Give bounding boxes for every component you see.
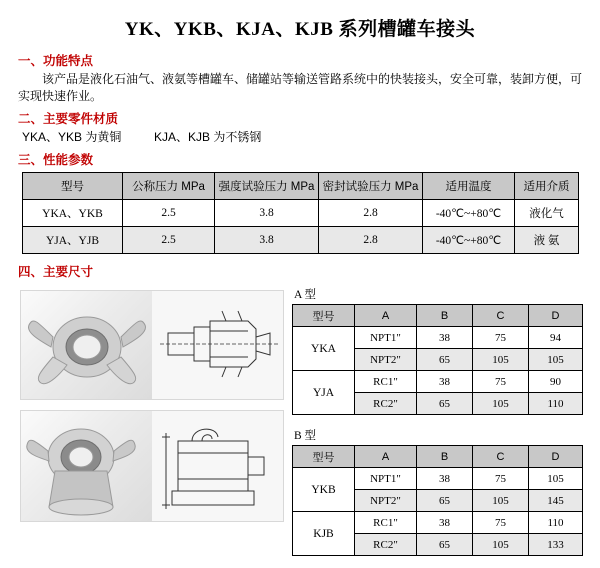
col-header: 适用温度 xyxy=(423,173,515,200)
table-row xyxy=(293,327,583,349)
cell-medium: 液 氨 xyxy=(515,227,579,254)
table-row xyxy=(293,468,583,490)
col-header: D xyxy=(529,305,583,327)
cell-a: NPT1" xyxy=(355,327,417,349)
cell-model: YKB xyxy=(293,468,355,512)
cell-a: RC1" xyxy=(355,371,417,393)
col-header: D xyxy=(529,446,583,468)
dimension-table-a xyxy=(292,304,583,415)
cell-b: 65 xyxy=(417,393,473,415)
cell-c: 75 xyxy=(473,371,529,393)
cell-seal-test: 2.8 xyxy=(319,227,423,254)
feature-paragraph: 该产品是液化石油气、液氨等槽罐车、储罐站等输送管路系统中的快装接头，安全可靠，装卸方便，可实现快速作业。 xyxy=(18,72,583,103)
material-left-text: YKA、YKB 为黄铜 xyxy=(22,130,122,144)
cell-b: 38 xyxy=(417,371,473,393)
drawing-coupling-b xyxy=(152,411,283,521)
coupling-photo-a-graphic xyxy=(21,291,152,399)
col-header: C xyxy=(473,305,529,327)
product-image-b xyxy=(20,410,284,522)
cell-b: 65 xyxy=(417,490,473,512)
performance-table xyxy=(22,172,579,254)
coupling-photo-b-graphic xyxy=(21,411,152,521)
table-row xyxy=(293,371,583,393)
col-header: 密封试验压力 MPa xyxy=(319,173,423,200)
col-header: C xyxy=(473,446,529,468)
cell-strength-test: 3.8 xyxy=(215,200,319,227)
cell-a: NPT1" xyxy=(355,468,417,490)
cell-c: 105 xyxy=(473,534,529,556)
cell-model: YKA、YKB xyxy=(23,200,123,227)
cell-model: YKA xyxy=(293,327,355,371)
cell-c: 75 xyxy=(473,512,529,534)
cell-temperature: -40℃~+80℃ xyxy=(423,200,515,227)
product-image-column xyxy=(20,290,282,532)
cell-a: NPT2" xyxy=(355,349,417,371)
cell-c: 105 xyxy=(473,349,529,371)
section-heading-performance: 三、性能参数 xyxy=(18,153,94,167)
cell-b: 38 xyxy=(417,468,473,490)
section-heading-features: 一、功能特点 xyxy=(18,54,94,68)
cell-c: 105 xyxy=(473,490,529,512)
cell-strength-test: 3.8 xyxy=(215,227,319,254)
col-header: B xyxy=(417,305,473,327)
cell-d: 90 xyxy=(529,371,583,393)
cell-nominal-pressure: 2.5 xyxy=(123,227,215,254)
cell-a: RC2" xyxy=(355,534,417,556)
cell-model: KJB xyxy=(293,512,355,556)
dim-table-label-a: A 型 xyxy=(294,289,317,301)
cell-b: 65 xyxy=(417,349,473,371)
table-header-row xyxy=(23,173,579,200)
col-header: 型号 xyxy=(293,446,355,468)
cell-c: 105 xyxy=(473,393,529,415)
cell-d: 110 xyxy=(529,512,583,534)
cell-b: 38 xyxy=(417,327,473,349)
col-header: 型号 xyxy=(293,305,355,327)
cell-d: 94 xyxy=(529,327,583,349)
cell-b: 38 xyxy=(417,512,473,534)
cell-d: 145 xyxy=(529,490,583,512)
table-row xyxy=(23,200,579,227)
dim-table-label-b: B 型 xyxy=(294,430,317,442)
material-right-text: KJA、KJB 为不锈钢 xyxy=(154,130,262,144)
cell-c: 75 xyxy=(473,327,529,349)
product-image-a xyxy=(20,290,284,400)
coupling-drawing-a-graphic xyxy=(152,291,283,399)
photo-coupling-b xyxy=(21,411,152,521)
material-line xyxy=(22,129,584,146)
table-header-row xyxy=(293,446,583,468)
cell-a: NPT2" xyxy=(355,490,417,512)
cell-medium: 液化气 xyxy=(515,200,579,227)
photo-coupling-a xyxy=(21,291,152,399)
cell-nominal-pressure: 2.5 xyxy=(123,200,215,227)
section-heading-materials: 二、主要零件材质 xyxy=(18,112,119,126)
page-title: YK、YKB、KJA、KJB 系列槽罐车接头 xyxy=(124,19,476,40)
col-header: 适用介质 xyxy=(515,173,579,200)
cell-model: YJA、YJB xyxy=(23,227,123,254)
cell-c: 75 xyxy=(473,468,529,490)
col-header: B xyxy=(417,446,473,468)
drawing-coupling-a xyxy=(152,291,283,399)
col-header: A xyxy=(355,305,417,327)
dimension-table-b xyxy=(292,445,583,556)
cell-d: 133 xyxy=(529,534,583,556)
cell-temperature: -40℃~+80℃ xyxy=(423,227,515,254)
table-header-row xyxy=(293,305,583,327)
col-header: A xyxy=(355,446,417,468)
dimension-tables-column xyxy=(292,286,584,568)
cell-seal-test: 2.8 xyxy=(319,200,423,227)
table-row xyxy=(23,227,579,254)
col-header: 强度试验压力 MPa xyxy=(215,173,319,200)
cell-model: YJA xyxy=(293,371,355,415)
cell-a: RC2" xyxy=(355,393,417,415)
cell-d: 105 xyxy=(529,468,583,490)
cell-a: RC1" xyxy=(355,512,417,534)
section-heading-dimensions: 四、主要尺寸 xyxy=(18,265,94,279)
coupling-drawing-b-graphic xyxy=(152,411,283,521)
cell-d: 105 xyxy=(529,349,583,371)
col-header: 型号 xyxy=(23,173,123,200)
cell-d: 110 xyxy=(529,393,583,415)
table-row xyxy=(293,512,583,534)
cell-b: 65 xyxy=(417,534,473,556)
col-header: 公称压力 MPa xyxy=(123,173,215,200)
